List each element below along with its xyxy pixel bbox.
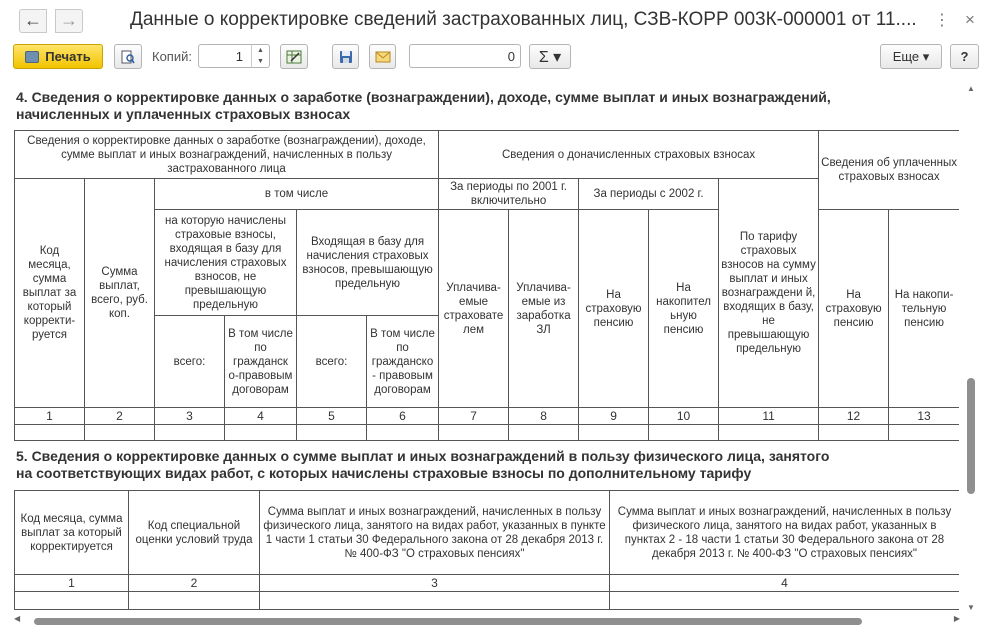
col-number: 2 xyxy=(85,408,155,425)
copies-label: Копий: xyxy=(152,49,192,64)
col-number: 1 xyxy=(15,408,85,425)
print-preview-icon xyxy=(121,50,135,64)
sum-field[interactable]: 0 xyxy=(409,44,521,68)
print-button[interactable] xyxy=(13,44,103,69)
table-row[interactable] xyxy=(15,425,960,441)
send-email-button[interactable] xyxy=(369,44,396,69)
col-number: 7 xyxy=(439,408,509,425)
col-number: 5 xyxy=(297,408,367,425)
data-cell[interactable] xyxy=(260,592,610,610)
copies-spinner[interactable] xyxy=(251,45,269,67)
col-number: 10 xyxy=(649,408,719,425)
printer-icon xyxy=(25,51,39,63)
header-base-exceeding: Входящая в базу для начисления страховых взносов, превышающую предельную xyxy=(297,210,439,316)
table-row[interactable] xyxy=(15,592,960,610)
header-periods-before-2001: За периоды по 2001 г. включительно xyxy=(439,179,579,210)
data-cell[interactable] xyxy=(610,592,960,610)
data-cell[interactable] xyxy=(297,425,367,441)
header-including: в том числе xyxy=(155,179,439,210)
col-number: 3 xyxy=(260,575,610,592)
copies-input[interactable] xyxy=(198,44,270,68)
edit-mode-button[interactable] xyxy=(280,44,308,69)
section4-title xyxy=(16,89,831,123)
title-bar xyxy=(0,0,1000,40)
vertical-scroll-thumb[interactable] xyxy=(967,378,975,494)
data-cell[interactable] xyxy=(155,425,225,441)
section4-title-line1: 4. Сведения о корректировке данных о заработке (вознаграждении), доходе, сумме выплат и иных вознаграждений, xyxy=(16,89,831,105)
data-cell[interactable] xyxy=(15,425,85,441)
col-number: 6 xyxy=(367,408,439,425)
header-civil-contracts-2: В том числе по гражданско - правовым договорам xyxy=(367,316,439,408)
col-number: 4 xyxy=(610,575,960,592)
data-cell[interactable] xyxy=(719,425,819,441)
col-number: 13 xyxy=(889,408,959,425)
data-cell[interactable] xyxy=(439,425,509,441)
more-vertical-icon[interactable]: ⋮ xyxy=(934,12,950,29)
header-special-assessment-code: Код специальной оценки условий труда xyxy=(129,491,260,575)
horizontal-scrollbar[interactable] xyxy=(14,616,960,626)
scroll-up-icon[interactable]: ▲ xyxy=(967,84,975,93)
header-insurance-pension: На страховую пенсию xyxy=(579,210,649,408)
header-total-payments: Сумма выплат, всего, руб. коп. xyxy=(85,179,155,408)
col-number: 2 xyxy=(129,575,260,592)
save-button[interactable] xyxy=(332,44,359,69)
sum-mode-button[interactable]: Σ ▾ xyxy=(529,44,571,69)
scroll-down-icon[interactable]: ▼ xyxy=(967,603,975,612)
envelope-icon xyxy=(375,51,391,63)
close-icon[interactable]: × xyxy=(965,10,975,29)
section4-table xyxy=(14,130,959,441)
section5-title-line1: 5. Сведения о корректировке данных о сумме выплат и иных вознаграждений в пользу физического лица, занятого xyxy=(16,448,830,464)
help-button[interactable]: ? xyxy=(950,44,979,69)
more-menu-button[interactable]: Еще ▾ xyxy=(880,44,942,69)
col-number: 1 xyxy=(15,575,129,592)
section5-table xyxy=(14,490,959,610)
spreadsheet-document[interactable] xyxy=(14,88,959,618)
data-cell[interactable] xyxy=(579,425,649,441)
back-arrow-icon[interactable]: ← xyxy=(19,9,47,33)
data-cell[interactable] xyxy=(889,425,959,441)
header-payments-point1: Сумма выплат и иных вознаграждений, начисленных в пользу физического лица, занятого на видах работ, указанных в пункте 1 части 1 статьи 30 Федерального закона от 28 декабря 2013 г. № 400-ФЗ "О страховых пенсиях" xyxy=(260,491,610,575)
horizontal-scroll-thumb[interactable] xyxy=(34,618,862,625)
header-base-not-exceeding: на которую начислены страховые взносы, входящая в базу для начисления страховых взносов, не превышающую предельную xyxy=(155,210,297,316)
header-paid-by-employer: Уплачива-емые страховате лем xyxy=(439,210,509,408)
header-tariff: По тарифу страховых взносов на сумму выплат и иных вознаграждени й, входящих в базу, не превышающую предельную xyxy=(719,179,819,408)
spin-up-icon[interactable]: ▲ xyxy=(257,47,264,54)
data-cell[interactable] xyxy=(85,425,155,441)
section5-title xyxy=(16,448,829,482)
data-cell[interactable] xyxy=(367,425,439,441)
header-payments-points2-18: Сумма выплат и иных вознаграждений, начисленных в пользу физического лица, занятого на видах работ, указанных в пунктах 2 - 18 части 1 статьи 30 Федерального закона от 28 декабря 2013 г. № 400-ФЗ "О страховых пенсиях" xyxy=(610,491,960,575)
header-total-1: всего: xyxy=(155,316,225,408)
edit-table-icon xyxy=(286,50,302,64)
header-accrued-contributions: Сведения о доначисленных страховых взносах xyxy=(439,131,819,179)
print-button-label: Печать xyxy=(45,49,91,64)
data-cell[interactable] xyxy=(819,425,889,441)
scroll-right-icon[interactable]: ▶ xyxy=(953,614,960,623)
header-periods-from-2002: За периоды с 2002 г. xyxy=(579,179,719,210)
floppy-disk-icon xyxy=(339,50,353,64)
header-month-code: Код месяца, сумма выплат за который корректи-руется xyxy=(15,179,85,408)
header-total-2: всего: xyxy=(297,316,367,408)
header-paid-insurance-pension: На страховую пенсию xyxy=(819,210,889,408)
col-number: 4 xyxy=(225,408,297,425)
data-cell[interactable] xyxy=(129,592,260,610)
vertical-scrollbar[interactable] xyxy=(966,84,976,612)
data-cell[interactable] xyxy=(649,425,719,441)
col-number: 11 xyxy=(719,408,819,425)
data-cell[interactable] xyxy=(15,592,129,610)
header-paid-funded-pension: На накопи-тельную пенсию xyxy=(889,210,959,408)
scroll-left-icon[interactable]: ◀ xyxy=(14,614,21,623)
col-number: 8 xyxy=(509,408,579,425)
forward-arrow-icon[interactable]: → xyxy=(55,9,83,33)
data-cell[interactable] xyxy=(225,425,297,441)
copies-value: 1 xyxy=(235,49,243,64)
data-cell[interactable] xyxy=(509,425,579,441)
spin-down-icon[interactable]: ▼ xyxy=(257,58,264,65)
header-funded-pension: На накопител ьную пенсию xyxy=(649,210,719,408)
section4-title-line2: начисленных и уплаченных страховых взносах xyxy=(16,106,351,122)
header-correction-data: Сведения о корректировке данных о заработке (вознаграждении), доходе, сумме выплат и иных вознаграждений, начисленных в пользу застрахованного лица xyxy=(15,131,439,179)
section5-title-line2: на соответствующих видах работ, с которых начислены страховые взносы по дополнительному тарифу xyxy=(16,465,752,481)
header-paid-contributions: Сведения об уплаченных страховых взносах xyxy=(819,131,959,210)
col-number: 12 xyxy=(819,408,889,425)
window-title: Данные о корректировке сведений застрахованных лиц, СЗВ-КОРР 003К-000001 от 11.... xyxy=(130,9,917,30)
header-month-code: Код месяца, сумма выплат за который корректируется xyxy=(15,491,129,575)
document-area xyxy=(0,76,1000,643)
preview-button[interactable] xyxy=(114,44,142,69)
header-paid-from-salary: Уплачива-емые из заработка ЗЛ xyxy=(509,210,579,408)
col-number: 3 xyxy=(155,408,225,425)
col-number: 9 xyxy=(579,408,649,425)
header-civil-contracts-1: В том числе по гражданск о-правовым договорам xyxy=(225,316,297,408)
